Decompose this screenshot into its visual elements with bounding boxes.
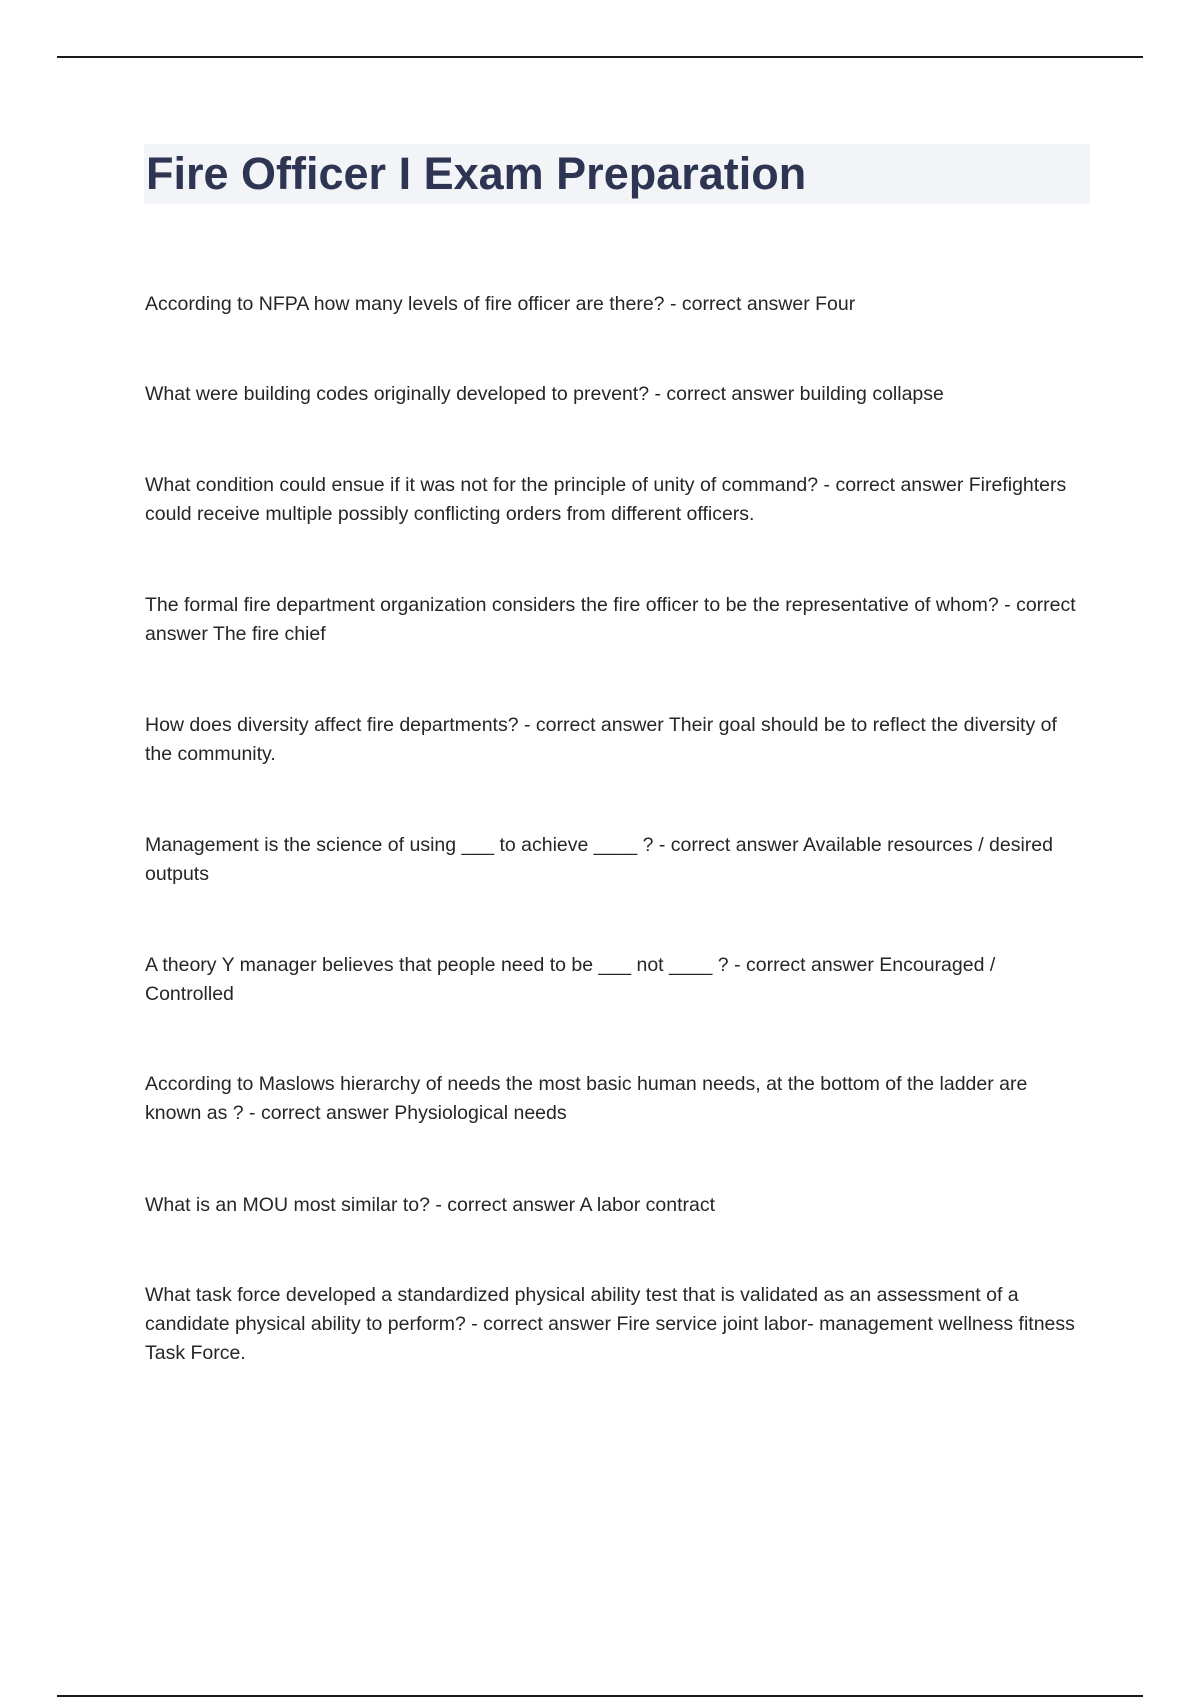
top-rule bbox=[57, 56, 1143, 58]
page-title: Fire Officer I Exam Preparation bbox=[146, 148, 807, 199]
qa-item: What is an MOU most similar to? - correct answer A labor contract bbox=[145, 1194, 716, 1216]
qa-item: What were building codes originally developed to prevent? - correct answer building collapse bbox=[145, 383, 944, 405]
qa-item: What task force developed a standardized physical ability test that is validated as an assessment of a candidate physical ability to perform? - correct answer Fire service joint labor- management wellness fitness Task Force. bbox=[145, 1284, 1075, 1364]
qa-item: According to NFPA how many levels of fire officer are there? - correct answer Four bbox=[145, 293, 856, 315]
qa-item: How does diversity affect fire departments? - correct answer Their goal should be to reflect the diversity of the community. bbox=[145, 714, 1057, 765]
qa-item: According to Maslows hierarchy of needs the most basic human needs, at the bottom of the ladder are known as ? - correct answer Physiological needs bbox=[145, 1073, 1028, 1124]
qa-item: What condition could ensue if it was not for the principle of unity of command? - correct answer Firefighters could receive multiple possibly conflicting orders from different officers. bbox=[145, 474, 1067, 525]
qa-item: Management is the science of using ___ to achieve ____ ? - correct answer Available resources / desired outputs bbox=[145, 834, 1053, 885]
qa-item: The formal fire department organization considers the fire officer to be the representative of whom? - correct answer The fire chief bbox=[145, 594, 1076, 645]
qa-item: A theory Y manager believes that people need to be ___ not ____ ? - correct answer Encouraged / Controlled bbox=[145, 954, 996, 1005]
bottom-rule bbox=[57, 1695, 1143, 1697]
